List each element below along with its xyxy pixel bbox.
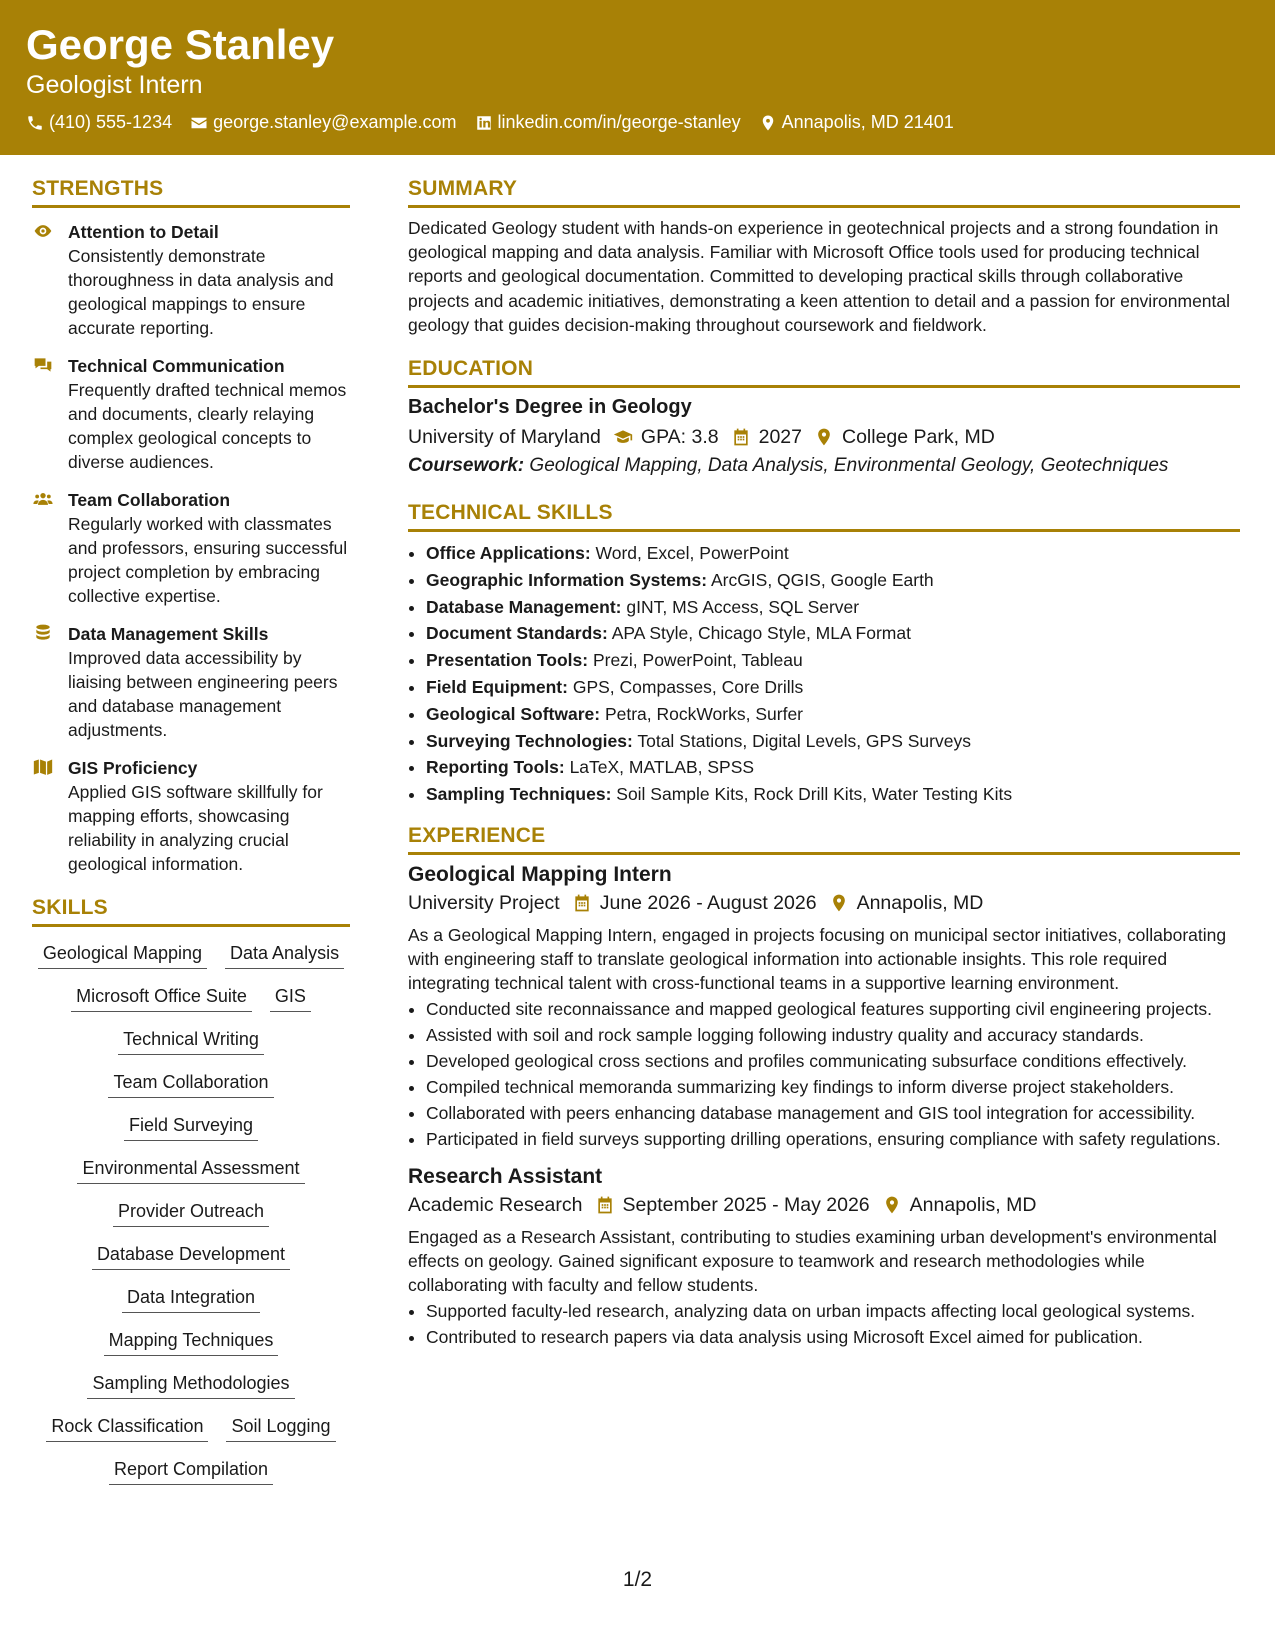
skill-tag: Data Integration [122,1285,260,1313]
job-title: Research Assistant [408,1164,603,1188]
job-bullets [408,997,1240,1151]
contact-phone[interactable] [26,112,172,133]
technical-skill-value: Petra, RockWorks, Surfer [604,703,804,724]
calendar-icon [731,427,751,447]
strength-title: Team Collaboration [68,490,231,510]
skills-list [32,941,350,1485]
technical-skill-item [426,674,1240,701]
strengths-heading: STRENGTHS [32,177,350,208]
technical-skill-item [426,728,1240,755]
technical-skill-value: Total Stations, Digital Levels, GPS Surveys [637,730,971,751]
job-bullet: • Collaborated with peers enhancing database management and GIS tool integration for accessibility. [426,1101,1240,1125]
map-pin-icon [814,427,834,447]
technical-skill-label: Document Standards: [426,623,608,644]
skill-tag: Database Development [92,1242,290,1270]
contact-email[interactable] [190,112,456,133]
phone-text: (410) 555-1234 [49,112,173,133]
job-bullet: • Supported faculty-led research, analyzing data on urban impacts affecting local geological systems. [426,1299,1240,1323]
education-meta [408,423,1240,451]
job-bullet: • Assisted with soil and rock sample logging following industry quality and accuracy standards. [426,1023,1240,1047]
experience-list [408,863,1240,1349]
school-location: College Park, MD [841,426,995,449]
map-pin-icon [829,893,849,913]
map-pin-icon [882,1195,902,1215]
left-column [32,177,350,1500]
map-icon [32,757,54,777]
technical-skill-label: Reporting Tools: [426,757,565,778]
technical-skills-list [408,540,1240,808]
skill-tag: Technical Writing [118,1027,264,1055]
strength-item [32,488,350,608]
strength-item [32,756,350,876]
skill-row [32,1156,350,1184]
skill-row [32,984,350,1012]
strength-item [32,220,350,340]
coursework-label: Coursework: [408,455,525,477]
skill-row [32,1371,350,1399]
technical-skill-label: Geographic Information Systems: [426,569,708,590]
skill-tag: Sampling Methodologies [87,1371,294,1399]
linkedin-text: linkedin.com/in/george-stanley [497,112,741,133]
candidate-name: George Stanley [26,21,335,68]
strength-desc: Consistently demonstrate thoroughness in data analysis and geological mappings to ensure accurate reporting. [68,246,334,338]
technical-skill-item [426,540,1240,567]
job-description: Engaged as a Research Assistant, contributing to studies examining urban development's environmental effects on geology. Gained significant exposure to teamwork and research methodologies while collaborating with faculty and fellow students. [408,1226,1217,1295]
technical-skill-label: Field Equipment: [426,677,568,697]
skill-tag: GIS [270,984,311,1012]
strength-title: Technical Communication [68,356,285,376]
skill-row [32,941,350,969]
skill-tag: Team Collaboration [108,1070,273,1098]
skill-tag: Soil Logging [226,1414,335,1442]
strength-desc: Frequently drafted technical memos and documents, clearly relaying complex geological concepts to diverse audiences. [68,380,347,472]
technical-skill-item [426,594,1240,621]
skill-tag: Report Compilation [109,1457,273,1485]
job-dates: June 2026 - August 2026 [599,891,817,914]
envelope-icon [190,114,208,132]
skills-heading: SKILLS [32,896,350,927]
technical-skill-label: Office Applications: [426,543,591,564]
strength-desc: Regularly worked with classmates and professors, ensuring successful project completion by embracing collective expertise. [68,514,348,606]
calendar-icon [595,1195,615,1215]
graduation-cap-icon [613,427,633,447]
job-bullets [408,1299,1240,1349]
summary-heading: SUMMARY [408,177,1240,208]
coursework [408,451,1240,481]
skill-row [32,1027,350,1055]
skill-row [32,1242,350,1270]
technical-skill-value: LaTeX, MATLAB, SPSS [569,757,755,778]
skill-row [32,1070,350,1098]
job-bullet: • Developed geological cross sections and profiles communicating subsurface conditions effectively. [426,1049,1240,1073]
strength-desc: Applied GIS software skillfully for mapping efforts, showcasing reliability in analyzing crucial geological information. [68,782,323,874]
technical-skill-item [426,647,1240,674]
strength-title: Data Management Skills [68,624,269,644]
experience-heading: EXPERIENCE [408,824,1240,855]
technical-skill-label: Surveying Technologies: [426,730,633,751]
skill-tag: Mapping Techniques [104,1328,279,1356]
skill-row [32,1285,350,1313]
job-entry [408,1165,1240,1349]
skill-tag: Geological Mapping [38,941,207,969]
comments-icon [32,355,54,375]
page-number: 1/2 [622,1568,653,1591]
skill-row [32,1414,350,1442]
eye-icon [32,221,54,241]
job-org: Academic Research [408,1193,583,1216]
gpa-text: GPA: 3.8 [640,426,719,449]
skill-tag: Provider Outreach [113,1199,269,1227]
technical-skill-item [426,620,1240,647]
job-meta [408,889,1240,917]
technical-skill-item [426,754,1240,781]
skill-tag: Environmental Assessment [77,1156,304,1184]
strength-item [32,354,350,474]
job-entry [408,863,1240,1151]
technical-skill-value: APA Style, Chicago Style, MLA Format [611,623,911,644]
technical-skill-value: Prezi, PowerPoint, Tableau [592,650,803,671]
technical-skill-value: GPS, Compasses, Core Drills [572,677,804,697]
job-bullet: • Contributed to research papers via data analysis using Microsoft Excel aimed for publication. [426,1325,1240,1349]
map-pin-icon [759,114,777,132]
degree-title: Bachelor's Degree in Geology [408,396,692,419]
graduation-year: 2027 [758,426,802,449]
users-icon [32,489,54,509]
skill-row [32,1113,350,1141]
strength-title: Attention to Detail [68,222,219,242]
phone-icon [26,114,44,132]
job-description: As a Geological Mapping Intern, engaged in projects focusing on municipal sector initiatives, collaborating with engineering staff to translate geological information into actionable insights. This role required integrating technical talent with cross-functional teams in a supportive learning environment. [408,924,1227,993]
skill-tag: Rock Classification [46,1414,208,1442]
technical-skill-item [426,781,1240,808]
job-location: Annapolis, MD [856,891,984,914]
skill-tag: Data Analysis [225,941,344,969]
strength-desc: Improved data accessibility by liaising between engineering peers and database management adjustments. [68,648,338,740]
coursework-list: Geological Mapping, Data Analysis, Environmental Geology, Geotechniques [529,455,1169,477]
job-bullet: • Compiled technical memoranda summarizing key findings to inform diverse project stakeholders. [426,1075,1240,1099]
job-bullet: • Conducted site reconnaissance and mapped geological features supporting civil engineering projects. [426,997,1240,1021]
email-text: george.stanley@example.com [213,112,457,133]
technical-skill-value: ArcGIS, QGIS, Google Earth [710,569,934,590]
summary-text: Dedicated Geology student with hands-on experience in geotechnical projects and a strong foundation in geological mapping and data analysis. Familiar with Microsoft Office tools used for producing technical reports and geological documentation. Committed to developing practical skills through collaborative projects and academic initiatives, demonstrating a keen attention to detail and a passion for environmental geology that guides decision-making throughout coursework and fieldwork. [408,218,1231,335]
calendar-icon [572,893,592,913]
database-icon [32,623,54,643]
skill-row [32,1457,350,1485]
technical-skill-label: Database Management: [426,596,622,617]
education-heading: EDUCATION [408,357,1240,388]
technical-skill-label: Geological Software: [426,703,601,724]
technical-skill-item [426,701,1240,728]
job-bullet: • Participated in field surveys supporting drilling operations, ensuring compliance with safety regulations. [426,1127,1240,1151]
contact-linkedin[interactable] [475,112,741,133]
job-meta [408,1191,1240,1219]
strength-title: GIS Proficiency [68,758,198,778]
linkedin-icon [475,114,493,132]
strength-item [32,622,350,742]
contact-bar [26,112,1249,133]
job-org: University Project [408,891,560,914]
location-text: Annapolis, MD 21401 [781,112,954,133]
job-location: Annapolis, MD [909,1193,1037,1216]
resume-header [0,0,1275,155]
contact-location [759,112,954,133]
technical-skill-item [426,567,1240,594]
technical-skill-label: Sampling Techniques: [426,784,612,805]
job-dates: September 2025 - May 2026 [622,1193,870,1216]
skill-row [32,1328,350,1356]
technical-skills-heading: TECHNICAL SKILLS [408,501,1240,532]
school-name: University of Maryland [408,426,601,449]
skill-tag: Field Surveying [124,1113,258,1141]
skill-tag: Microsoft Office Suite [71,984,252,1012]
skill-row [32,1199,350,1227]
job-title: Geological Mapping Intern [408,862,672,886]
technical-skill-label: Presentation Tools: [426,650,589,671]
technical-skill-value: Soil Sample Kits, Rock Drill Kits, Water Testing Kits [616,784,1013,805]
technical-skill-value: gINT, MS Access, SQL Server [626,596,860,617]
technical-skill-value: Word, Excel, PowerPoint [595,543,789,564]
right-column [408,177,1240,1363]
candidate-role: Geologist Intern [26,71,203,100]
